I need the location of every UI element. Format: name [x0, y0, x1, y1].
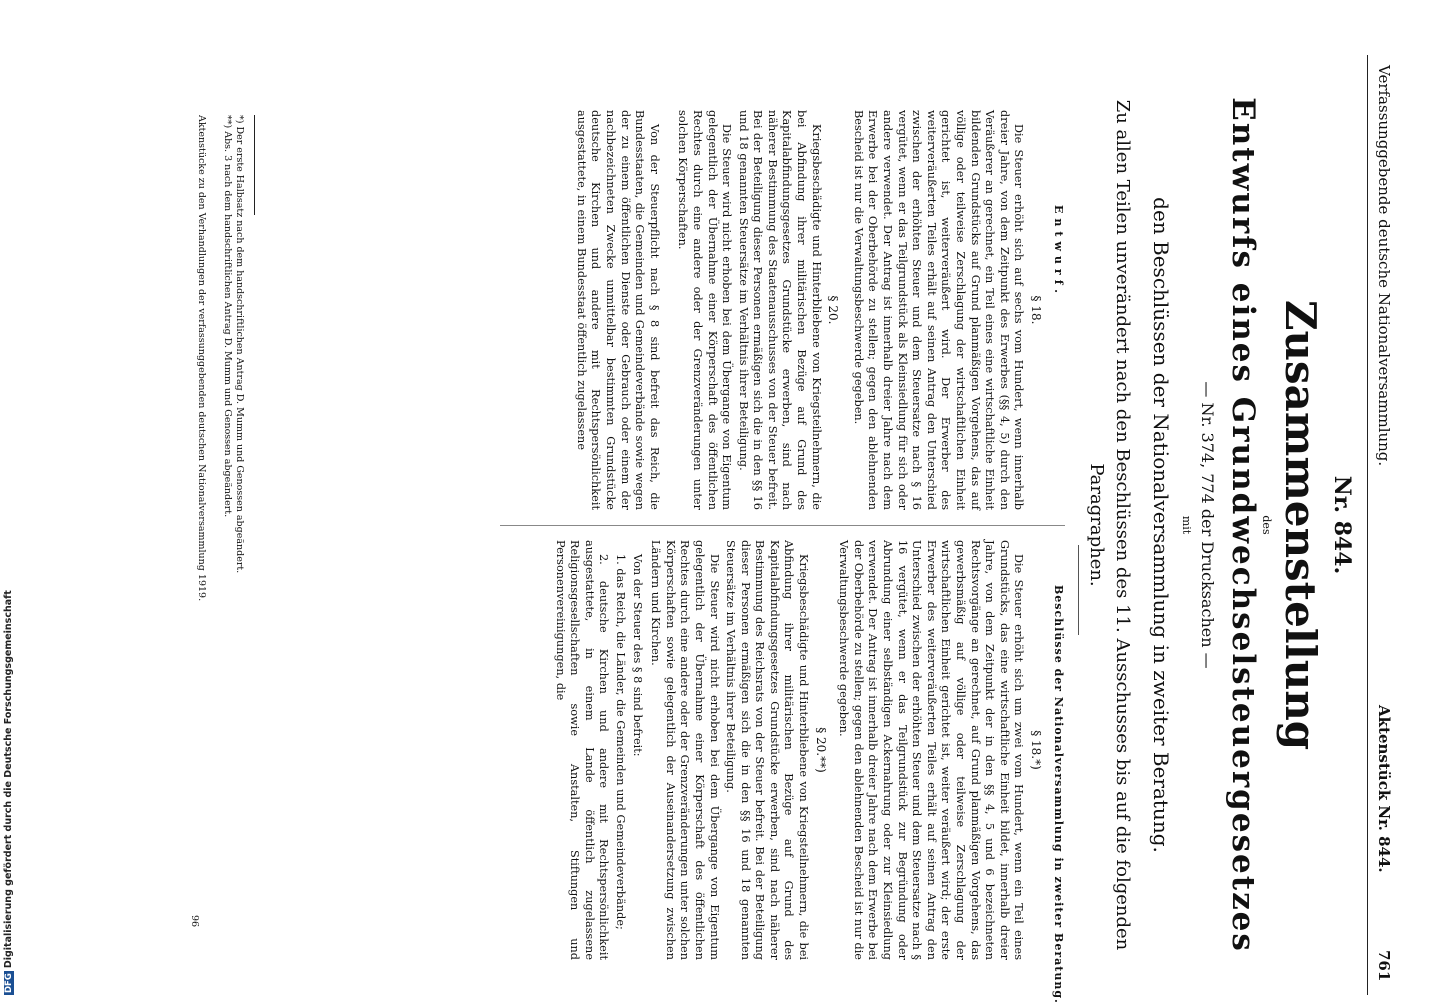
left-s20-text1: Kriegsbeschädigte und Hinterbliebene von Kriegsteilnehmern, die bei Abfindung ihrer militärischen Bezüge auf Grund des Kapitalabfindungsgesetzes Grundstücke erwerben, sind nach näherer Bestimmung des Staatenausschusses von der Steuer befreit. Bei der Beteiligung dieser Personen ermäßigen sich die in den §§ 16 und 18 genannten Steuersätze im Verhältnis ihrer Beteiligung.: [736, 110, 823, 510]
document-number: Nr. 844.: [1329, 475, 1355, 575]
dfg-credit: Digitalisierung gefördert durch die Deutsche Forschungsgemeinschaft: [3, 590, 14, 969]
document-title: Zusammenstellung: [1276, 299, 1325, 751]
title-line-3: Paragraphen.: [1086, 463, 1107, 587]
right-s20-text1: Kriegsbeschädigte und Hinterbliebene von Kriegsteilnehmern, die bei Abfindung ihrer militärischen Bezüge auf Grund des Kapitalabfindungsgesetzes Grundstücke erwerben, sind nach näherer Bestimmung des Reichsrats von der Steuer befreit. Bei der Beteiligung dieser Personen ermäßigen sich die in den §§ 16 und 18 genannten Steuersätze im Verhältnis ihrer Beteiligung.: [724, 540, 811, 960]
title-des: des: [1260, 515, 1273, 535]
footnote-rule: [254, 115, 255, 215]
header-right: Aktenstück Nr. 844.: [1375, 705, 1393, 873]
left-column: [571, 110, 1045, 510]
document-subject: Entwurfs eines Grundwechselsteuergesetzes: [1225, 97, 1261, 953]
right-s20-text2: Die Steuer wird nicht erhoben bei dem Übergange von Eigentum gelegentlich der Übernahme einer Körperschaft des öffentlichen Rechtes durch eine andere oder der Grenzveränderungen unter solchen Körperschaften sowie gelegentlich der Auseinandersetzung zwischen Ländern und Kirchen.: [649, 540, 721, 960]
running-header: [1371, 55, 1393, 995]
rotated-document: [120, 55, 1395, 1004]
left-s18-text: Die Steuer erhöht sich auf sechs vom Hundert, wenn innerhalb dreier Jahre, von dem Zeitpunkt des Erwerbes (§§ 4, 5) durch den Veräußerer an gerechnet, ein Teil eines eine wirtschaftliche Einheit bildenden Grundstücks auf Grund planmäßigen Vorgehens, das auf völlige oder teilweise Zerschlagung der wirtschaftlichen Einheit gerichtet ist, weiterveräußert wird. Der Erwerber des weiterveräußerten Teiles erhält auf seinen Antrag den Unterschied zwischen der erhöhten Steuer und dem Steuersatze nach § 16 vergütet, wenn er das Teilgrundstück als Kleinsiedlung für sich oder andere verwendet. Der Antrag ist innerhalb dreier Jahre nach dem Erwerbe bei der Oberbehörde zu stellen; gegen den ablehnenden Bescheid ist nur die Verwaltungsbeschwerde gegeben.: [851, 110, 1026, 510]
header-left: Verfassunggebende deutsche Nationalversammlung.: [1375, 65, 1393, 467]
left-column-head: Entwurf.: [1052, 205, 1065, 298]
left-bottom-text: Von der Steuerpflicht nach § 8 sind befreit das Reich, die Bundesstaaten, die Gemeinden und Gemeindeverbände sowie wegen der zu einem öffentlichen Dienste oder Gebrauch oder einem der nachbezeichneten Zwecke unmittelbar bestimmten Grundstücke deutsche Kirchen und andere mit Rechtspersönlichkeit ausgestattete, in einem Bundesstaat öffentlich zugelassene: [574, 110, 661, 510]
dfg-sidebar: [3, 0, 19, 1000]
document-refs: — Nr. 374, 774 der Drucksachen —: [1198, 381, 1217, 669]
footnotes: [195, 115, 245, 965]
left-s20-head: § 20.: [826, 295, 841, 325]
footnote-1: *) Der erste Halbsatz nach dem handschriftlichen Antrag D. Mumm und Genossen abgeändert.: [234, 115, 245, 574]
title-line-1: den Beschlüssen der Nationalversammlung in zweiter Beratung.: [1149, 197, 1173, 853]
right-s18-text: Die Steuer erhöht sich um zwei vom Hundert, wenn ein Teil eines Grundstücks, das eine wirtschaftliche Einheit bildet, innerhalb dreier Jahre, von dem Zeitpunkt der in den §§ 4, 5 und 6 bezeichneten Rechtsvorgänge an gerechnet, auf Grund planmäßigen Vorgehens, das gewerbsmäßig auf völlige oder teilweise Zerschlagung der wirtschaftlichen Einheit gerichtet ist, weiter veräußert wird; der erste Erwerber des weiterveräußerten Teiles erhält auf seinen Antrag den Unterschied zwischen der erhöhten Steuer und dem Steuersatze nach § 16 vergütet, wenn er das Teilgrundstück zur Begründung oder Abrundung einer selbständigen Ackernahrung oder zur Kleinsiedlung verwendet. Der Antrag ist innerhalb dreier Jahre nach dem Erwerbe bei der Oberbehörde zu stellen; gegen den ablehnenden Bescheid ist nur die Verwaltungsbeschwerde gegeben.: [837, 540, 1026, 960]
footnote-source: Aktenstücke zu den Verhandlungen der verfassunggebenden deutschen Nationalversammlung 1919.: [196, 115, 207, 602]
right-column: [550, 540, 1045, 960]
footer-page: 96: [189, 915, 200, 928]
title-line-2: Zu allen Teilen unverändert nach den Beschlüssen des 11. Ausschusses bis auf die folgenden: [1112, 99, 1133, 951]
right-s18-head: § 18.*): [1029, 730, 1043, 770]
title-divider: [1078, 545, 1079, 635]
right-s21-intro: Von der Steuer des § 8 sind befreit:: [630, 554, 644, 757]
right-s20-head: § 20.**): [813, 727, 828, 773]
left-s18-head: § 18.: [1029, 295, 1043, 325]
footnote-2: **) Abs. 3 nach dem handschriftlichen Antrag D. Mumm und Genossen abgeändert.: [222, 115, 233, 518]
right-item-1: 1. das Reich, die Länder, die Gemeinden und Gemeindeverbände;: [613, 554, 627, 930]
title-mit: mit: [1180, 515, 1193, 535]
dfg-logo: DFG: [4, 973, 14, 993]
left-s20-text2: Die Steuer wird nicht erhoben bei dem Übergange von Eigentum gelegentlich der Übernahme einer Körperschaft des öffentlichen Rechtes durch eine andere oder der Grenzveränderungen unter solchen Körperschaften.: [676, 110, 734, 510]
right-column-head: Beschlüsse der Nationalversammlung in zweiter Beratung.: [1052, 585, 1065, 1004]
column-divider: [500, 525, 1065, 526]
right-item-2: 2. deutsche Kirchen und andere mit Rechtspersönlichkeit ausgestattete, in einem Lande öffentlich zugelassene Religionsgesellschaften sowie Anstalten, Stiftungen und Personenvereinigungen, die: [553, 540, 611, 960]
header-rule: [1367, 55, 1368, 995]
page-number: 761: [1375, 950, 1393, 982]
